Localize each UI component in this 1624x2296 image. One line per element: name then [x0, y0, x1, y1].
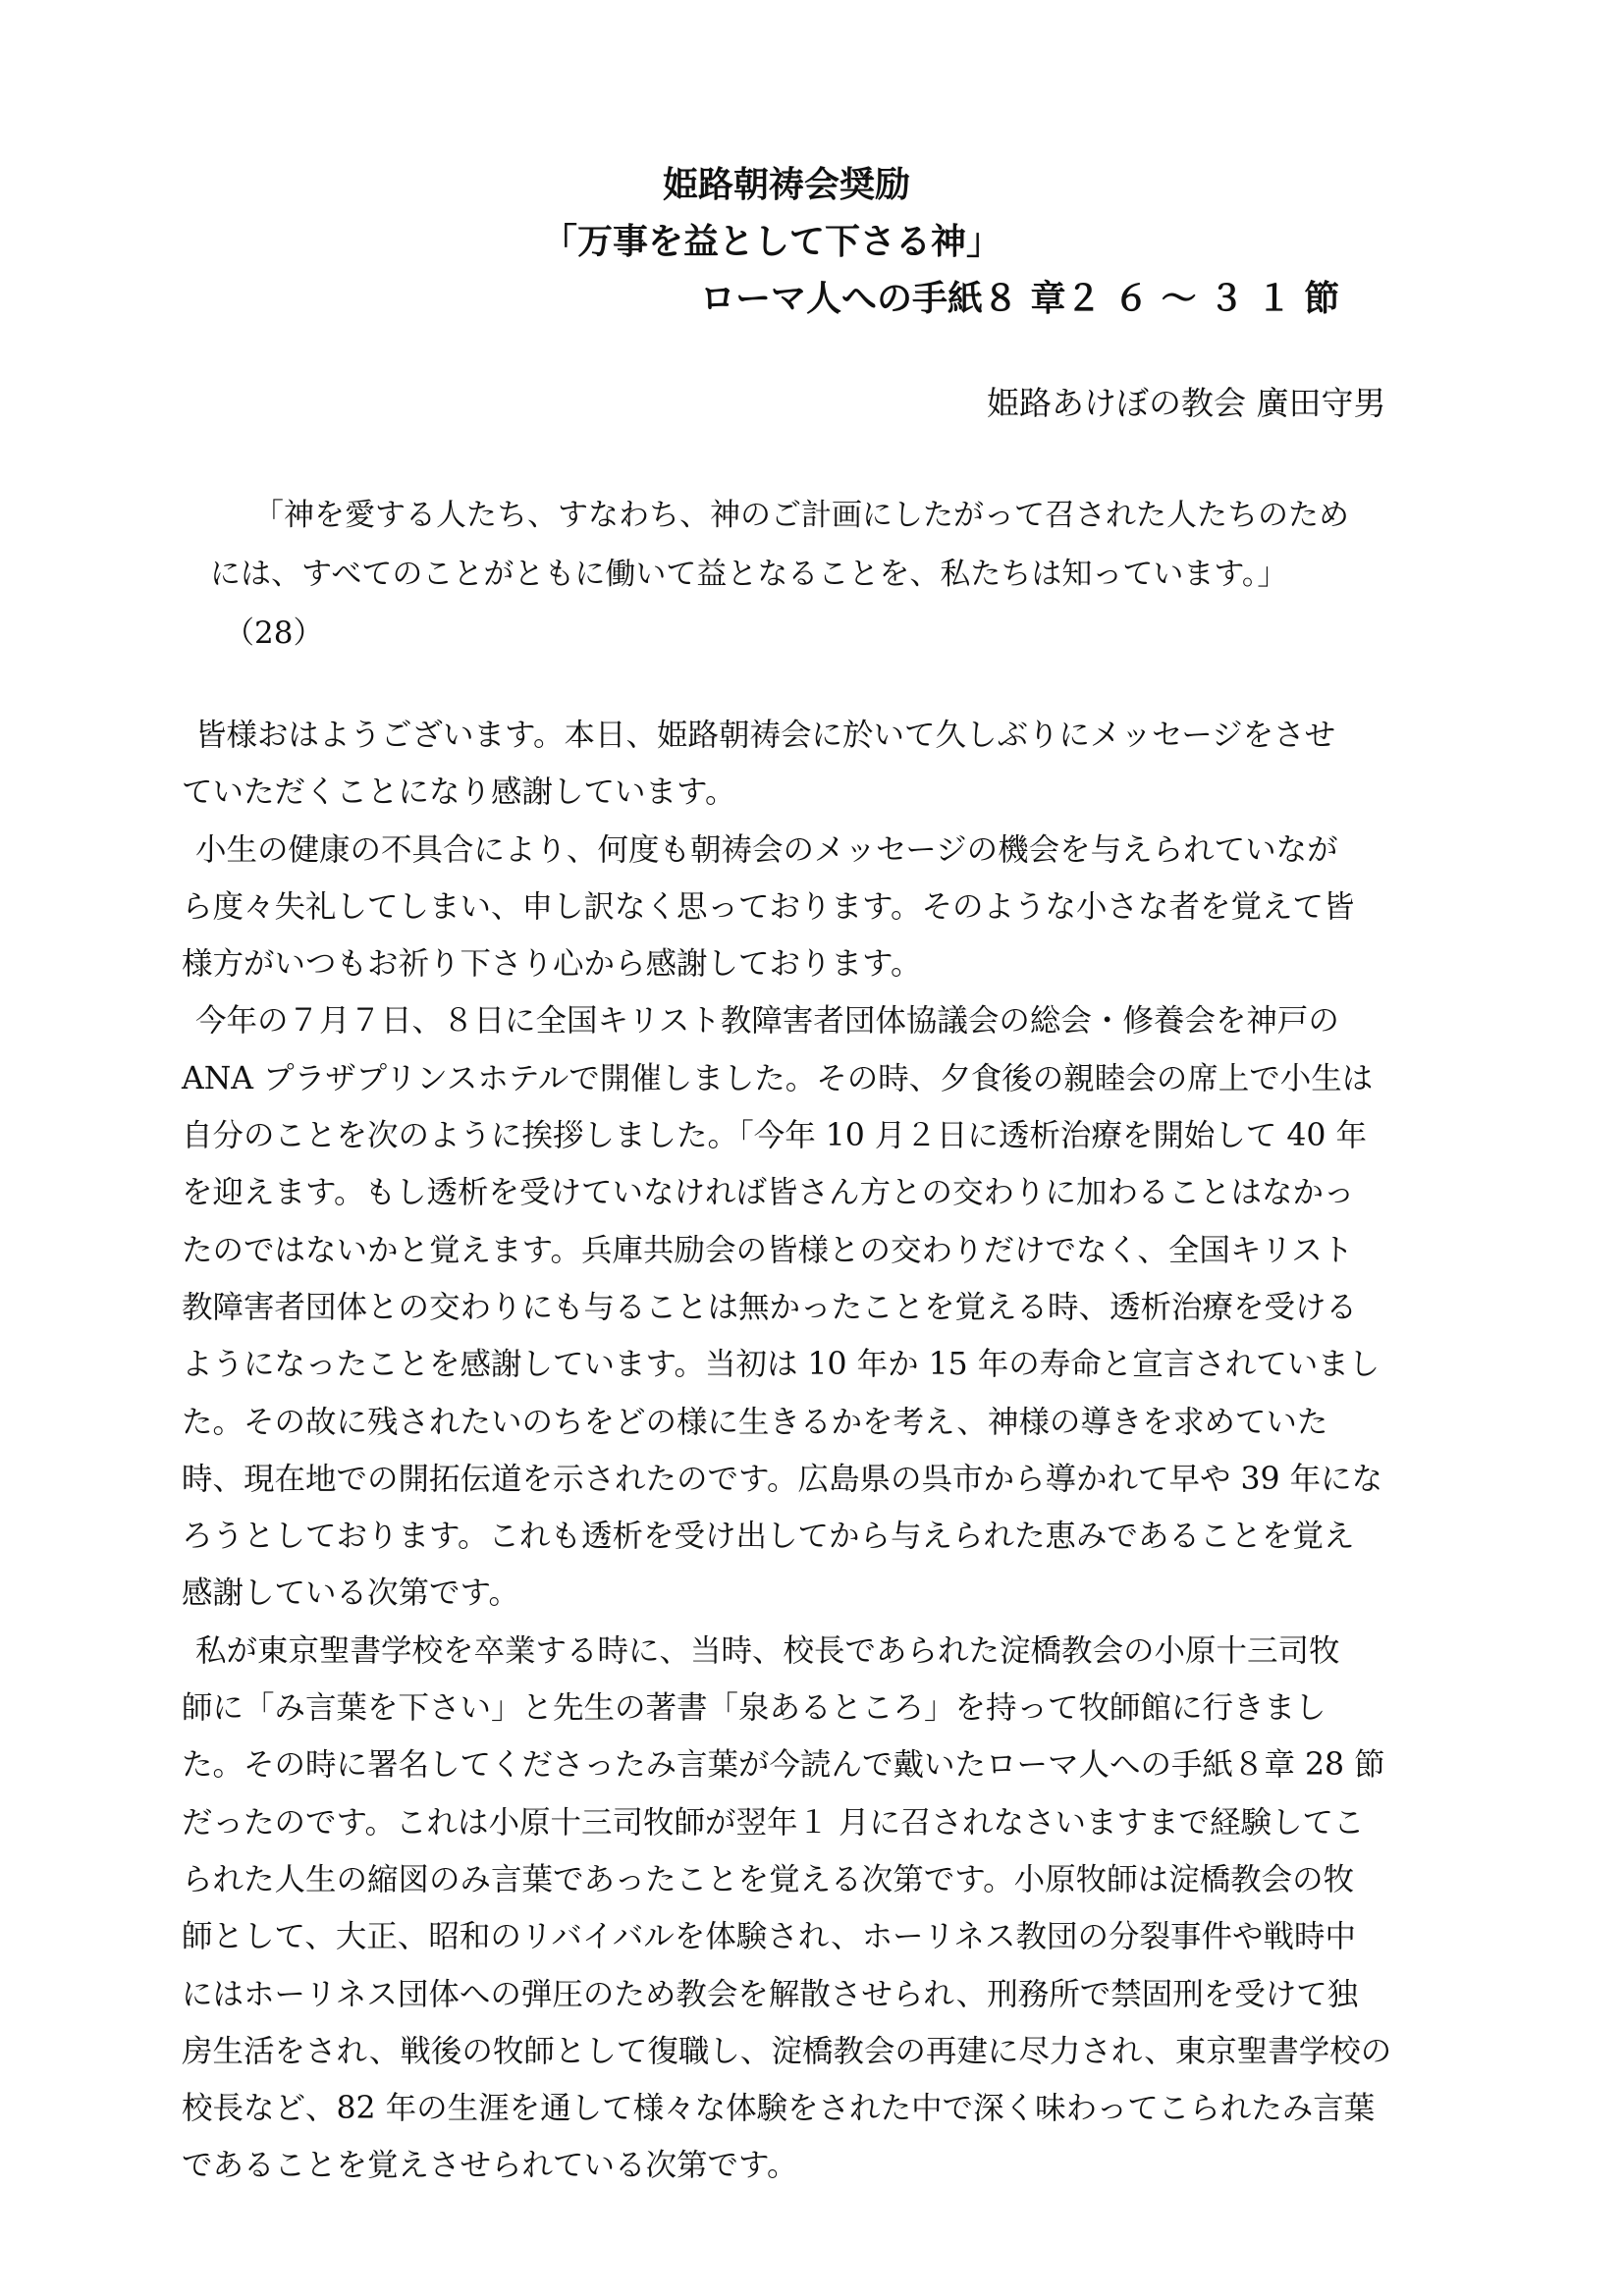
body-line: 今年の７月７日、８日に全国キリスト教障害者団体協議会の総会・修養会を神戸の — [195, 1003, 1339, 1040]
quote-line: 「神を愛する人たち、すなわち、神のご計画にしたがって召された人たちのため — [253, 498, 1349, 533]
title-heading: 姫路朝祷会奨励 — [663, 165, 911, 205]
body-text — [182, 707, 1478, 2195]
scripture-reference: ローマ人への手紙８ 章２ ６ ～ ３ １ 節 — [700, 279, 1340, 319]
body-line: 師として、大正、昭和のリバイバルを体験され、ホーリネス教団の分裂事件や戦時中 — [182, 1919, 1357, 1955]
body-line: にはホーリネス団体への弾圧のため教会を解散させられ、刑務所で禁固刑を受けて独 — [182, 1976, 1359, 2012]
scripture-quote — [175, 486, 1481, 663]
body-line: 自分のことを次のように挨拶しました。「今年 10 月２日に透析治療を開始して 40 年 — [182, 1118, 1367, 1154]
body-line: ようになったことを感謝しています。当初は 10 年か 15 年の寿命と宣言されていまし — [182, 1347, 1380, 1383]
body-line: 師に「み言葉を下さい」と先生の著書「泉あるところ」を持って牧師館に行きまし — [182, 1690, 1326, 1727]
body-line: ANA プラザプリンスホテルで開催しました。その時、夕食後の親睦会の席上で小生は — [182, 1060, 1374, 1096]
body-line: 皆様おはようございます。本日、姫路朝祷会に於いて久しぶりにメッセージをさせ — [195, 718, 1336, 753]
body-line: 校長など、82 年の生涯を通して様々な体験をされた中で深く味わってこられたみ言葉 — [182, 2091, 1376, 2127]
body-line: た。その時に署名してくださったみ言葉が今読んで戴いたローマ人への手紙８章 28 節 — [182, 1747, 1385, 1784]
body-line: 私が東京聖書学校を卒業する時に、当時、校長であられた淀橋教会の小原十三司牧 — [195, 1632, 1340, 1669]
author-line: 姫路あけぼの教会 廣田守男 — [987, 384, 1386, 422]
body-line: を迎えます。もし透析を受けていなければ皆さん方との交わりに加わることはなかっ — [182, 1175, 1355, 1211]
body-line: ろうとしております。これも透析を受け出してから与えられた恵みであることを覚え — [182, 1519, 1355, 1555]
body-line: 感謝している次第です。 — [182, 1575, 519, 1612]
body-line: 房生活をされ、戦後の牧師として復職し、淀橋教会の再建に尽力され、東京聖書学校の — [182, 2033, 1392, 2069]
quote-verse-number: （28） — [224, 615, 324, 651]
body-line: 教障害者団体との交わりにも与ることは無かったことを覚える時、透析治療を受ける — [182, 1289, 1358, 1325]
body-line: 小生の健康の不具合により、何度も朝祷会のメッセージの機会を与えられていなが — [195, 831, 1338, 868]
body-line: た。その故に残されたいのちをどの様に生きるかを考え、神様の導きを求めていた — [182, 1404, 1328, 1440]
body-line: だったのです。これは小原十三司牧師が翌年１ 月に召されなさいますまで経験してこ — [182, 1804, 1365, 1841]
body-line: 時、現在地での開拓伝道を示されたのです。広島県の呉市から導かれて早や 39 年にな — [182, 1461, 1383, 1497]
quote-line: には、すべてのことがともに働いて益となることを、私たちは知っています。」 — [210, 557, 1288, 592]
body-line: られた人生の縮図のみ言葉であったことを覚える次第です。小原牧師は淀橋教会の牧 — [182, 1861, 1355, 1897]
body-line: たのではないかと覚えます。兵庫共励会の皆様との交わりだけでなく、全国キリスト — [182, 1232, 1354, 1268]
sermon-title: 「万事を益として下さる神」 — [542, 222, 1002, 262]
body-line: 様方がいつもお祈り下さり心から感謝しております。 — [182, 946, 922, 983]
body-line: であることを覚えさせられている次第です。 — [182, 2148, 798, 2184]
body-line: ら度々失礼してしまい、申し訳なく思っております。そのような小さな者を覚えて皆 — [182, 888, 1355, 925]
body-line: ていただくことになり感謝しています。 — [182, 774, 736, 811]
